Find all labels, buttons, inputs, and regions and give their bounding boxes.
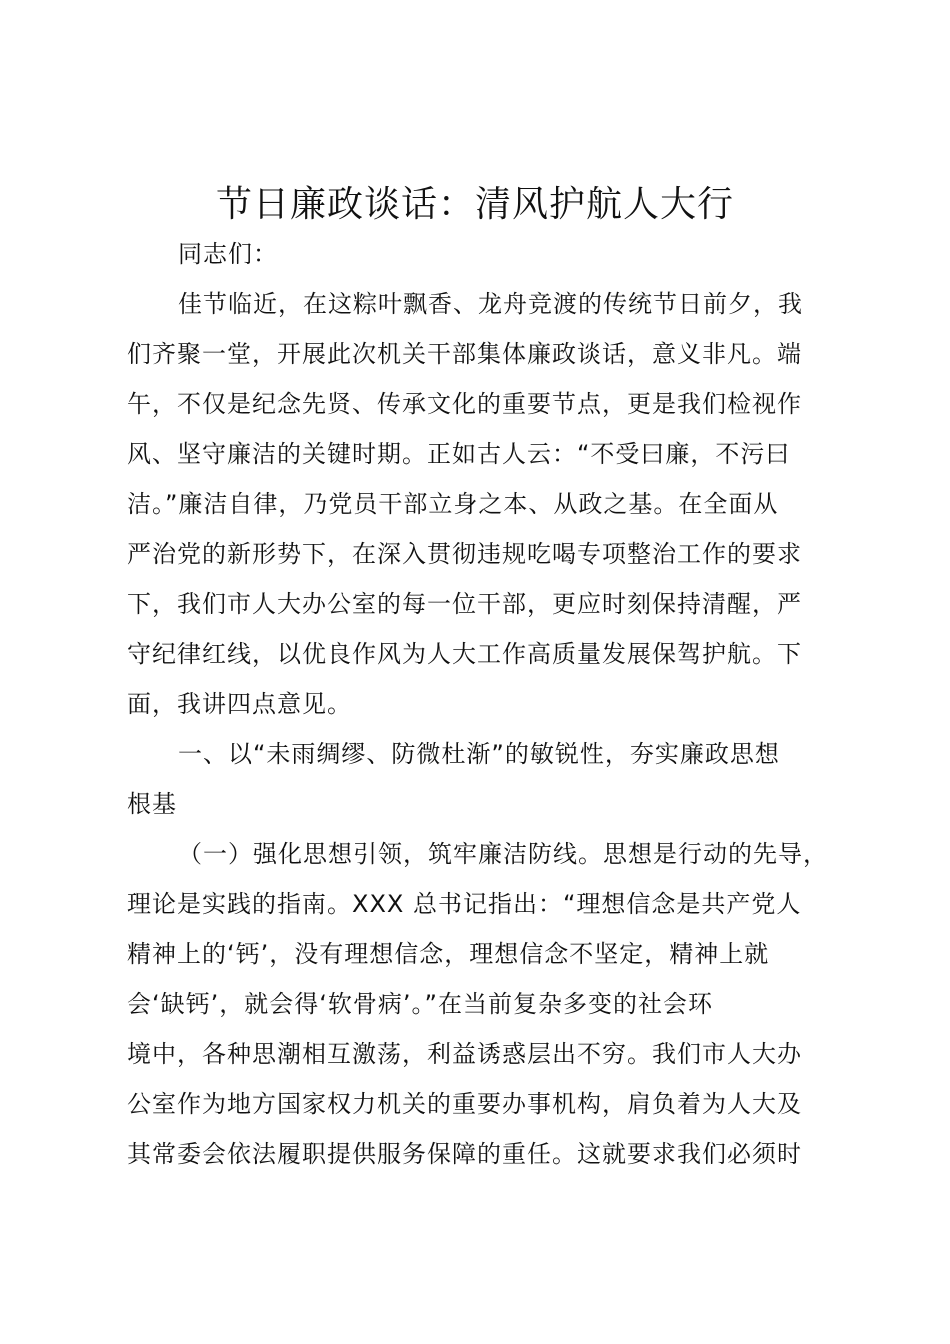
paragraph-line: 们齐聚一堂，开展此次机关干部集体廉政谈话，意义非凡。端 <box>127 340 802 368</box>
paragraph-line: 守纪律红线，以优良作风为人大工作高质量发展保驾护航。下 <box>127 640 802 668</box>
paragraph-line: 风、坚守廉洁的关键时期。正如古人云：“不受曰廉，不污曰 <box>127 440 791 468</box>
paragraph-line: 会‘缺钙’，就会得‘软骨病’。”在当前复杂多变的社会环 <box>127 990 713 1018</box>
paragraph-line: 精神上的‘钙’，没有理想信念，理想信念不坚定，精神上就 <box>127 940 770 968</box>
section-heading: 根基 <box>127 790 177 818</box>
paragraph-line: （一）强化思想引领，筑牢廉洁防线。思想是行动的先导， <box>178 840 828 868</box>
salutation: 同志们： <box>178 240 278 268</box>
paragraph-line: 严治党的新形势下，在深入贯彻违规吃喝专项整治工作的要求 <box>127 540 802 568</box>
section-heading: 一、以“未雨绸缪、防微杜渐”的敏锐性，夯实廉政思想 <box>178 740 780 768</box>
paragraph-line: 下，我们市人大办公室的每一位干部，更应时刻保持清醒，严 <box>127 590 802 618</box>
paragraph-line: 午，不仅是纪念先贤、传承文化的重要节点，更是我们检视作 <box>127 390 802 418</box>
paragraph-line: 境中，各种思潮相互激荡，利益诱惑层出不穷。我们市人大办 <box>127 1040 802 1068</box>
paragraph-line: 其常委会依法履职提供服务保障的重任。这就要求我们必须时 <box>127 1140 802 1168</box>
paragraph-line: 公室作为地方国家权力机关的重要办事机构，肩负着为人大及 <box>127 1090 802 1118</box>
paragraph-line: 佳节临近，在这粽叶飘香、龙舟竞渡的传统节日前夕，我 <box>178 290 803 318</box>
paragraph-line: 理论是实践的指南。XXX 总书记指出：“理想信念是共产党人 <box>127 890 802 918</box>
document-title: 节日廉政谈话：清风护航人大行 <box>215 184 734 225</box>
paragraph-line: 洁。”廉洁自律，乃党员干部立身之本、从政之基。在全面从 <box>127 490 779 518</box>
paragraph-line: 面，我讲四点意见。 <box>127 690 352 718</box>
